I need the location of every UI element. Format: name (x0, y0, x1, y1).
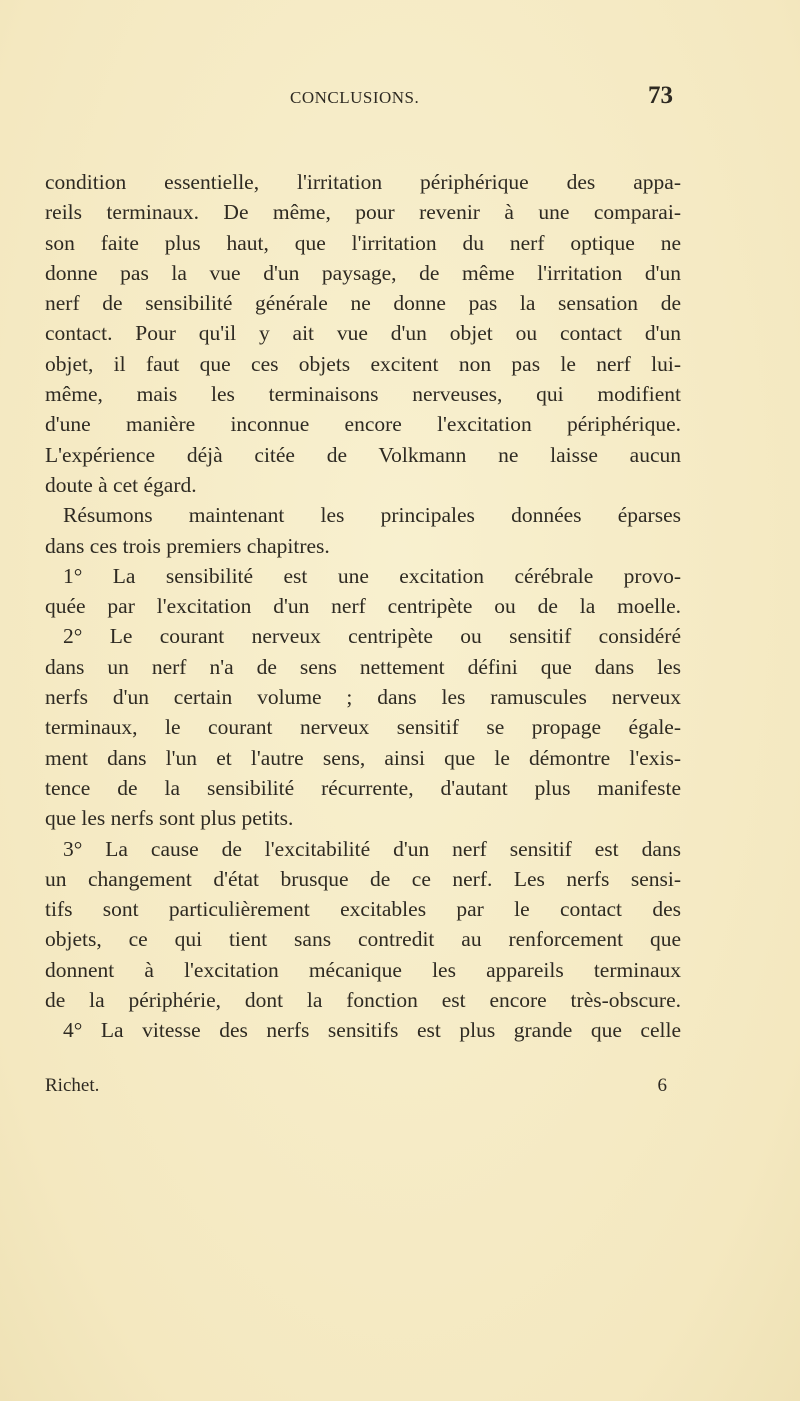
text-line: un changement d'état brusque de ce nerf. Les nerfs sensi- (45, 866, 681, 891)
text-line: même, mais les terminaisons nerveuses, qui modifient (45, 382, 681, 407)
text-line: dans ces trois premiers chapitres. (45, 533, 330, 558)
text-line: donne pas la vue d'un paysage, de même l'irritation d'un (45, 260, 681, 285)
text-line: contact. Pour qu'il y ait vue d'un objet ou contact d'un (45, 321, 681, 346)
running-title: CONCLUSIONS. (290, 88, 420, 107)
text-line: objets, ce qui tient sans contredit au renforcement que (45, 927, 681, 952)
text-line: nerfs d'un certain volume ; dans les ramuscules nerveux (45, 685, 681, 710)
text-line: d'une manière inconnue encore l'excitation périphérique. (45, 412, 681, 437)
text-line: 2° Le courant nerveux centripète ou sensitif considéré (63, 624, 681, 649)
text-line: que les nerfs sont plus petits. (45, 806, 294, 831)
text-line: tence de la sensibilité récurrente, d'autant plus manifeste (45, 775, 681, 800)
text-line: doute à cet égard. (45, 472, 197, 497)
footer (45, 1074, 675, 1104)
text-line: condition essentielle, l'irritation périphérique des appa- (45, 170, 681, 194)
text-line: dans un nerf n'a de sens nettement défini que dans les (45, 654, 681, 679)
page-number: 73 (648, 82, 673, 109)
text-line: nerf de sensibilité générale ne donne pas la sensation de (45, 291, 681, 316)
signature-mark: Richet. (45, 1075, 100, 1096)
text-line: donnent à l'excitation mécanique les appareils terminaux (45, 957, 681, 982)
sheet-number: 6 (657, 1075, 667, 1096)
body-text (45, 167, 681, 1046)
text-line: 4° La vitesse des nerfs sensitifs est plus grande que celle (63, 1018, 681, 1043)
text-line: L'expérience déjà citée de Volkmann ne laisse aucun (45, 442, 681, 467)
text-line: terminaux, le courant nerveux sensitif se propage égale- (45, 715, 681, 740)
text-line: ment dans l'un et l'autre sens, ainsi que le démontre l'exis- (45, 745, 681, 770)
text-line: 1° La sensibilité est une excitation cérébrale provo- (63, 563, 681, 588)
text-line: Résumons maintenant les principales données éparses (63, 503, 681, 528)
text-line: reils terminaux. De même, pour revenir à une comparai- (45, 200, 681, 225)
text-line: quée par l'excitation d'un nerf centripète ou de la moelle. (45, 594, 681, 619)
text-line: objet, il faut que ces objets excitent non pas le nerf lui- (45, 351, 681, 376)
text-line: 3° La cause de l'excitabilité d'un nerf sensitif est dans (63, 836, 681, 861)
text-line: son faite plus haut, que l'irritation du nerf optique ne (45, 230, 681, 255)
text-line: tifs sont particulièrement excitables par le contact des (45, 897, 681, 922)
running-head (45, 82, 675, 112)
text-line: de la périphérie, dont la fonction est encore très-obscure. (45, 988, 681, 1013)
